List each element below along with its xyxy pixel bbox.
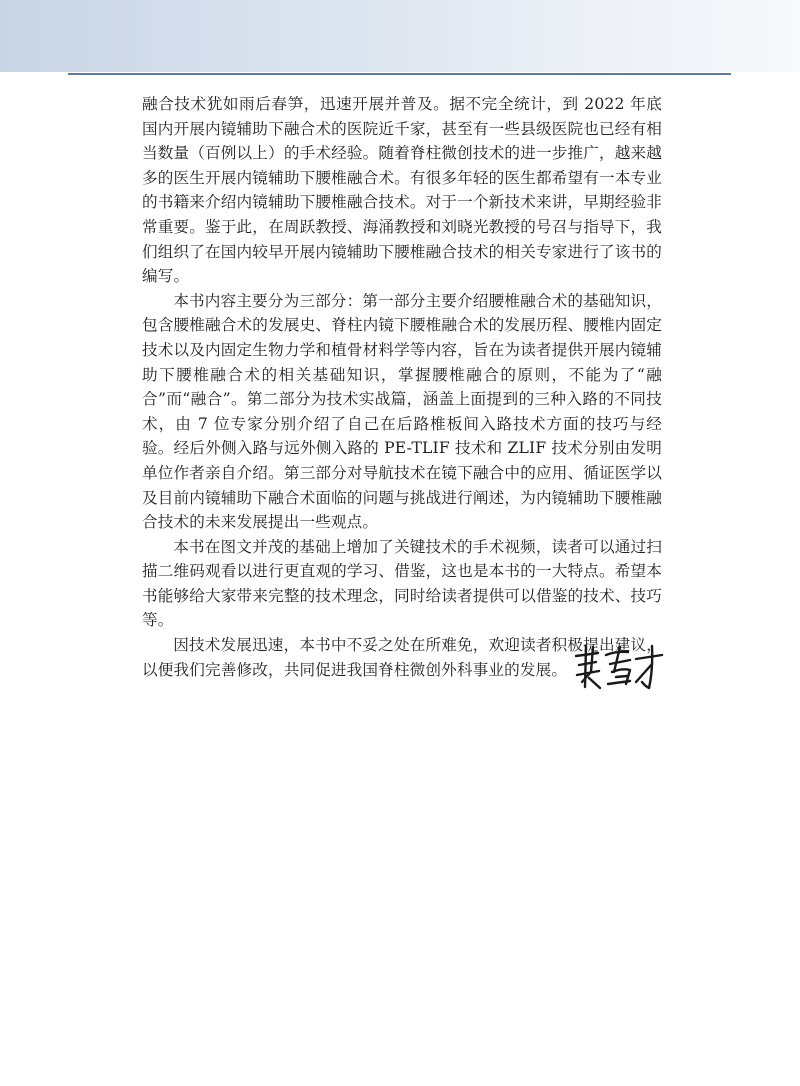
header-band: [0, 0, 800, 72]
paragraph-continuation: 融合技术犹如雨后春笋，迅速开展并普及。据不完全统计，到 2022 年底国内开展内镜辅助下融合术的医院近千家，甚至有一些县级医院也已经有相当数量（百例以上）的手术经验。随着脊柱微创技术的进一步推广，越来越多的医生开展内镜辅助下腰椎融合术。有很多年轻的医生都希望有一本专业的书籍来介绍内镜辅助下腰椎融合技术。对于一个新技术来讲，早期经验非常重要。鉴于此，在周跃教授、海涌教授和刘晓光教授的号召与指导下，我们组织了在国内较早开展内镜辅助下腰椎融合技术的相关专家进行了该书的编写。: [142, 95, 662, 286]
header-rule: [68, 73, 731, 75]
paragraph-book-structure: 本书内容主要分为三部分：第一部分主要介绍腰椎融合术的基础知识，包含腰椎融合术的发展史、脊柱内镜下腰椎融合术的发展历程、腰椎内固定技术以及内固定生物力学和植骨材料学等内容，旨在为读者提供开展内镜辅助下腰椎融合术的相关基础知识，掌握腰椎融合的原则，不能为了“融合”而“融合”。第二部分为技术实战篇，涵盖上面提到的三种入路的不同技术，由 7 位专家分别介绍了自己在后路椎板间入路技术方面的技巧与经验。经后外侧入路与远外侧入路的 PE-TLIF 技术和 ZLIF 技术分别由发明单位作者亲自介绍。第三部分对导航技术在镜下融合中的应用、循证医学以及目前内镜辅助下融合术面临的问题与挑战进行阐述，为内镜辅助下腰椎融合技术的未来发展提出一些观点。: [142, 291, 662, 532]
author-signature: [572, 642, 667, 692]
preface-body: [142, 92, 662, 682]
paragraph-closing: 因技术发展迅速，本书中不妥之处在所难免，欢迎读者积极提出建议，以便我们完善修改，共同促进我国脊柱微创外科事业的发展。: [142, 636, 662, 679]
paragraph-video-feature: 本书在图文并茂的基础上增加了关键技术的手术视频，读者可以通过扫描二维码观看以进行更直观的学习、借鉴，这也是本书的一大特点。希望本书能够给大家带来完整的技术理念，同时给读者提供可以借鉴的技术、技巧等。: [142, 537, 662, 630]
